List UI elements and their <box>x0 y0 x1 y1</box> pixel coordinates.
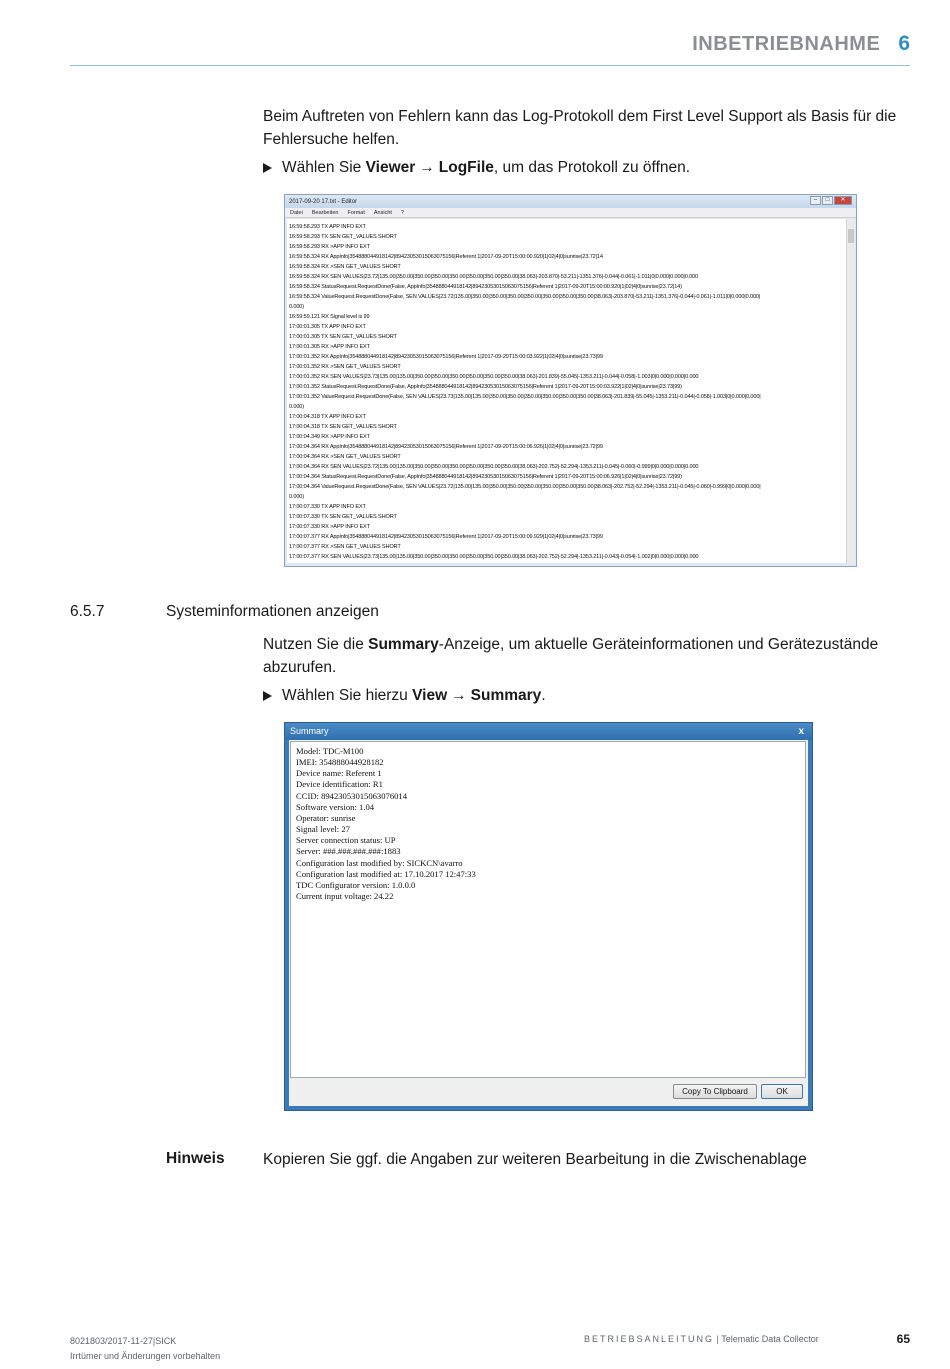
log-line: 17:00:01.305 RX >APP INFO EXT <box>289 344 370 350</box>
maximize-icon[interactable]: □ <box>822 196 833 205</box>
summary-info-line: CCID: 89423053015063076014 <box>296 790 408 801</box>
log-line: 17:00:04.364 StatusRequest.RequestDone(False, AppInfo|354888044918142|89423053015063075156|Referent 1|2017-09-20T15:00:06.926|1|02|4|0|sunrise|23.72|99) <box>289 474 682 480</box>
summary-info-line: Server: ###.###.###.###:1883 <box>296 846 401 857</box>
menu-logfile: LogFile <box>438 159 494 176</box>
log-line: 16:59:58.324 RX SEN VALUES|23.72|135.00|350.00|350.00|350.00|350.00|350.00|350.00|350.00|38.063|-203.870|-53.211|-1351.376|-0.044|-0.061|-1.011|0|0.000|0.000|0.000 <box>289 274 698 280</box>
log-line: 16:59:59.121 RX Signal level is 99 <box>289 314 370 320</box>
summary-info-line: Model: TDC-M100 <box>296 746 364 756</box>
step-open-logfile <box>263 156 690 179</box>
bullet-triangle-icon <box>263 163 272 173</box>
log-line: 16:59:58.293 RX >APP INFO EXT <box>289 244 370 250</box>
log-line: 17:00:07.330 TX SEN GET_VALUES SHORT <box>289 514 397 520</box>
menu-viewer: Viewer <box>365 159 416 176</box>
editor-menubar <box>285 208 856 218</box>
step-text-pre: Wählen Sie <box>282 159 362 176</box>
menu-view: View <box>412 687 448 704</box>
log-line: 17:00:04.318 TX SEN GET_VALUES SHORT <box>289 424 397 430</box>
summary-info-line: Current input voltage: 24.22 <box>296 891 394 902</box>
note-label: Hinweis <box>166 1150 225 1167</box>
summary-dialog <box>284 722 813 1111</box>
summary-info-line: Software version: 1.04 <box>296 801 375 812</box>
editor-text-area[interactable] <box>287 219 846 563</box>
log-line: 17:00:01.305 TX APP INFO EXT <box>289 324 366 330</box>
summary-body <box>289 740 808 1106</box>
log-line: 0.000) <box>289 404 304 410</box>
editor-window <box>284 194 857 567</box>
log-line: 16:59:58.324 RX AppInfo|354888044918142|89423053015063075156|Referent 1|2017-09-20T15:00:00.920|1|02|4|0|sunrise|23.72|14 <box>289 254 603 260</box>
log-line: 17:00:01.305 TX SEN GET_VALUES SHORT <box>289 334 397 340</box>
summary-info-line: Device identification: R1 <box>296 779 383 790</box>
log-line: 17:00:01.352 StatusRequest.RequestDone(False, AppInfo|354888044918142|89423053015063075156|Referent 1|2017-09-20T15:00:03.922|1|02|4|0|sunrise|23.73|99) <box>289 384 682 390</box>
log-line: 17:00:04.364 ValueRequest.RequestDone(False, SEN VALUES|23.72|135.00|135.00|350.00|350.00|350.00|350.00|350.00|350.00|38.063|-202.752|-52.294|-1353.211|-0.045|-0.060|-0.999|0|0.000|0.000| <box>289 484 761 490</box>
menu-ansicht[interactable]: Ansicht <box>373 210 392 216</box>
editor-scrollbar[interactable] <box>846 219 855 563</box>
log-line: 17:00:07.377 RX SEN VALUES|23.73|135.00|135.00|350.00|350.00|350.00|350.00|350.00|350.00|38.063|-202.752|-52.294|-1353.211|-0.043|-0.054|-1.002|0|0.000|0.000|0.000 <box>289 554 699 560</box>
summary-info-line: IMEI: 354888044928182 <box>296 757 384 768</box>
log-line: 0.000) <box>289 494 304 500</box>
log-line: 17:00:01.352 RX AppInfo|354888044918142|89423053015063075156|Referent 1|2017-09-20T15:00:03.922|1|02|4|0|sunrise|23.73|99 <box>289 354 603 360</box>
log-line: 17:00:04.364 RX AppInfo|354888044918142|89423053015063075156|Referent 1|2017-09-20T15:00:06.926|1|02|4|0|sunrise|23.72|99 <box>289 444 603 450</box>
doc-id: 8021803/2017-11-27|SICK <box>70 1336 177 1346</box>
log-line: 17:00:07.377 RX >SEN GET_VALUES SHORT <box>289 544 401 550</box>
summary-info-line: Signal level: 27 <box>296 824 350 835</box>
log-line: 17:00:07.330 RX >APP INFO EXT <box>289 524 370 530</box>
disclaimer: Irrtümer und Änderungen vorbehalten <box>70 1351 221 1361</box>
arrow-icon: → <box>419 159 435 176</box>
summary-text-pre: Nutzen Sie die <box>263 636 369 653</box>
footer-separator: | <box>716 1334 719 1344</box>
chapter-number: 6 <box>898 32 910 55</box>
footer-left <box>70 1334 220 1364</box>
close-icon[interactable]: x <box>798 726 804 737</box>
summary-paragraph <box>263 633 913 679</box>
arrow-icon: → <box>451 687 467 704</box>
subsection-number: 6.5.7 <box>70 603 105 620</box>
page-number: 65 <box>896 1332 910 1346</box>
editor-titlebar <box>285 195 856 208</box>
log-line: 17:00:01.352 ValueRequest.RequestDone(False, SEN VALUES|23.73|135.00|135.00|350.00|350.00|350.00|350.00|350.00|350.00|38.063|-201.839|-55.045|-1353.211|-0.044|-0.058|-1.003|0|0.000|0.000| <box>289 394 761 400</box>
summary-bold: Summary <box>368 636 439 653</box>
log-line: 16:59:58.324 RX >SEN GET_VALUES SHORT <box>289 264 401 270</box>
page-header <box>692 32 910 56</box>
editor-title: 2017-09-20 17.txt - Editor <box>289 198 358 205</box>
intro-paragraph: Beim Auftreten von Fehlern kann das Log-Protokoll dem First Level Support als Basis für die Fehlersuche helfen. <box>263 108 897 148</box>
summary-text-post: -Anzeige, um aktuelle Geräteinformationen und Gerätezustände abzurufen. <box>263 636 879 676</box>
log-line: 17:00:04.364 RX >SEN GET_VALUES SHORT <box>289 454 401 460</box>
step-text-post: . <box>541 687 546 704</box>
log-line: 16:59:58.324 ValueRequest.RequestDone(False, SEN VALUES|23.72|135.00|350.00|350.00|350.00|350.00|350.00|350.00|350.00|38.063|-203.870|-53.211|-1351.376|-0.044|-0.061|-1.011|0|0.000|0.000| <box>289 294 761 300</box>
summary-info-line: Server connection status: UP <box>296 835 396 846</box>
step-open-summary <box>263 684 546 707</box>
summary-titlebar <box>285 723 812 740</box>
summary-info-line: Configuration last modified at: 17.10.2017 12:47:33 <box>296 868 476 879</box>
menu-datei[interactable]: Datei <box>290 210 303 216</box>
summary-info-box <box>290 741 806 1078</box>
log-line: 16:59:58.293 TX SEN GET_VALUES SHORT <box>289 234 397 240</box>
product-name: Telematic Data Collector <box>721 1334 819 1344</box>
summary-info-line: Configuration last modified by: SICKCN\avarro <box>296 857 463 868</box>
log-line: 17:00:07.377 RX AppInfo|354888044918142|89423053015063075156|Referent 1|2017-09-20T15:00:09.929|1|02|4|0|sunrise|23.73|99 <box>289 534 603 540</box>
bullet-triangle-icon <box>263 691 272 701</box>
step-text-pre: Wählen Sie hierzu <box>282 687 408 704</box>
log-line: 16:59:58.324 StatusRequest.RequestDone(False, AppInfo|354888044918142|89423053015063075156|Referent 1|2017-09-20T15:00:00.920|1|02|4|0|sunrise|23.72|14) <box>289 284 682 290</box>
doc-type: BETRIEBSANLEITUNG <box>584 1334 715 1344</box>
footer-center <box>584 1334 819 1344</box>
log-line: 17:00:01.352 RX SEN VALUES|23.73|135.00|135.00|350.00|350.00|350.00|350.00|350.00|350.00|38.063|-201.839|-55.045|-1353.211|-0.044|-0.058|-1.003|0|0.000|0.000|0.000 <box>289 374 699 380</box>
step-text-post: , um das Protokoll zu öffnen. <box>493 159 691 176</box>
window-controls <box>810 196 852 205</box>
minimize-icon[interactable]: – <box>810 196 821 205</box>
summary-info-line: Operator: sunrise <box>296 812 356 823</box>
note-text: Kopieren Sie ggf. die Angaben zur weiteren Bearbeitung in die Zwischenablage <box>263 1151 807 1168</box>
log-line: 0.000) <box>289 304 304 310</box>
menu-help[interactable]: ? <box>400 210 404 216</box>
copy-to-clipboard-button[interactable]: Copy To Clipboard <box>673 1084 757 1099</box>
log-line: 17:00:04.364 RX SEN VALUES|23.72|135.00|135.00|350.00|350.00|350.00|350.00|350.00|350.00|38.063|-202.752|-52.294|-1353.211|-0.045|-0.060|-0.999|0|0.000|0.000|0.000 <box>289 464 699 470</box>
subsection-title: Systeminformationen anzeigen <box>166 603 379 620</box>
summary-info-line: Device name: Referent 1 <box>296 768 382 779</box>
log-line: 17:00:04.318 TX APP INFO EXT <box>289 414 366 420</box>
ok-button[interactable]: OK <box>761 1084 803 1099</box>
menu-summary: Summary <box>470 687 542 704</box>
scrollbar-thumb[interactable] <box>848 229 854 243</box>
log-line: 16:59:58.293 TX APP INFO EXT <box>289 224 366 230</box>
summary-info-line: TDC Configurator version: 1.0.0.0 <box>296 879 416 890</box>
section-title: INBETRIEBNAHME <box>692 33 881 55</box>
log-line: 17:00:04.349 RX >APP INFO EXT <box>289 434 370 440</box>
header-divider <box>70 65 910 66</box>
log-line: 17:00:07.330 TX APP INFO EXT <box>289 504 366 510</box>
close-icon[interactable]: ✕ <box>834 196 852 205</box>
log-line: 17:00:01.352 RX >SEN GET_VALUES SHORT <box>289 364 401 370</box>
menu-format[interactable]: Format <box>347 210 365 216</box>
summary-title: Summary <box>290 726 329 736</box>
menu-bearbeiten[interactable]: Bearbeiten <box>311 210 339 216</box>
